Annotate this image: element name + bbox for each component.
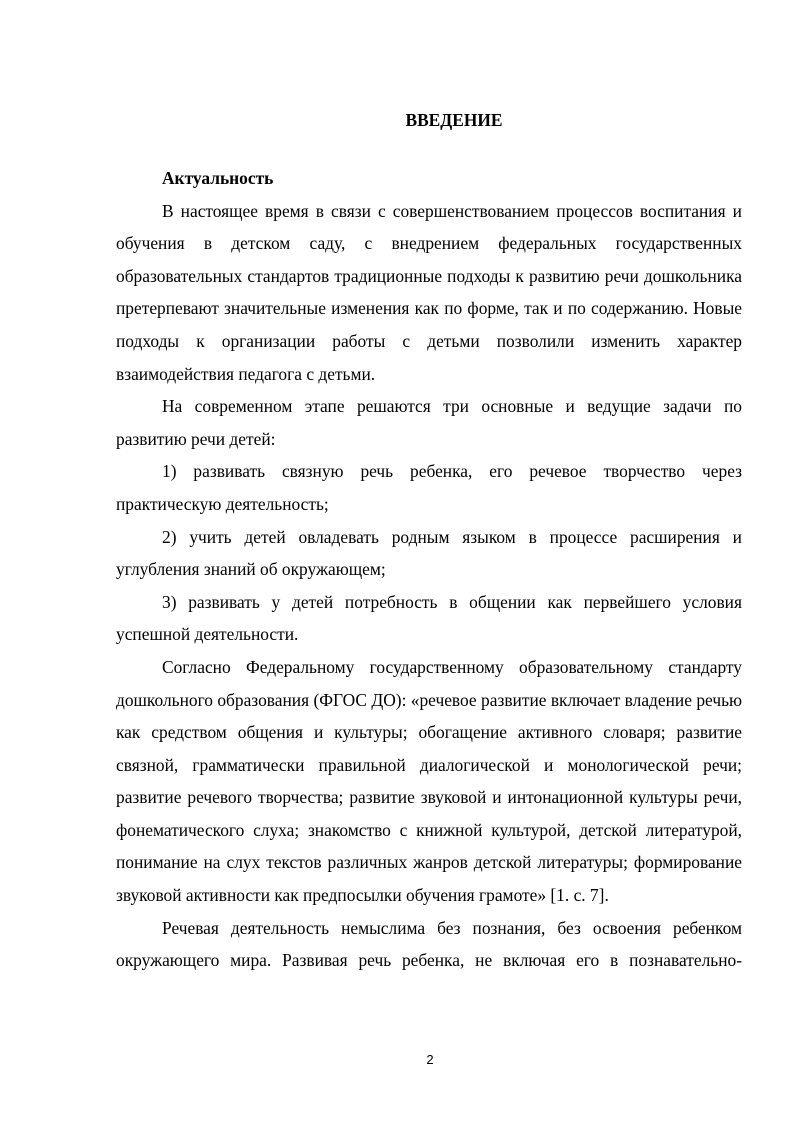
list-item-task-3: 3) развивать у детей потребность в общении как первейшего условия успешной деятельности. bbox=[116, 591, 742, 645]
page-number: 2 bbox=[426, 1052, 434, 1067]
list-item-task-2: 2) учить детей овладевать родным языком в процессе расширения и углубления знаний об окружающем; bbox=[116, 526, 742, 580]
list-item-task-1: 1) развивать связную речь ребенка, его речевое творчество через практическую деятельность; bbox=[116, 461, 742, 514]
paragraph-tasks: На современном этапе решаются три основные и ведущие задачи по развитию речи детей: bbox=[116, 396, 742, 449]
page-content bbox=[116, 106, 742, 977]
section-subheading: Актуальность bbox=[162, 168, 274, 188]
page-title: ВВЕДЕНИЕ bbox=[405, 110, 503, 130]
paragraph-speech-activity: Речевая деятельность немыслима без познания, без освоения ребенком окружающего мира. Развивая речь ребенка, не включая его в познавательно- bbox=[116, 917, 742, 971]
paragraph-intro: В настоящее время в связи с совершенствованием процессов воспитания и обучения в детском саду, с внедрением федеральных государственных образовательных стандартов традиционные подходы к развитию речи дошкольника претерпевают значительные изменения как по форме, так и по содержанию. Новые подходы к организации работы с детьми позволили изменить характер взаимодействия педагога с детьми. bbox=[116, 200, 742, 384]
paragraph-fgos-quote: Согласно Федеральному государственному образовательному стандарту дошкольного образования (ФГОС ДО): «речевое развитие включает владение речью как средством общения и культуры; обогащение активного словаря; развитие связной, грамматически правильной диалогической и монологической речи; развитие речевого творчества; развитие звуковой и интонационной культуры речи, фонематического слуха; знакомство с книжной культурой, детской литературой, понимание на слух текстов различных жанров детской литературы; формирование звуковой активности как предпосылки обучения грамоте» [1. с. 7]. bbox=[116, 656, 742, 906]
